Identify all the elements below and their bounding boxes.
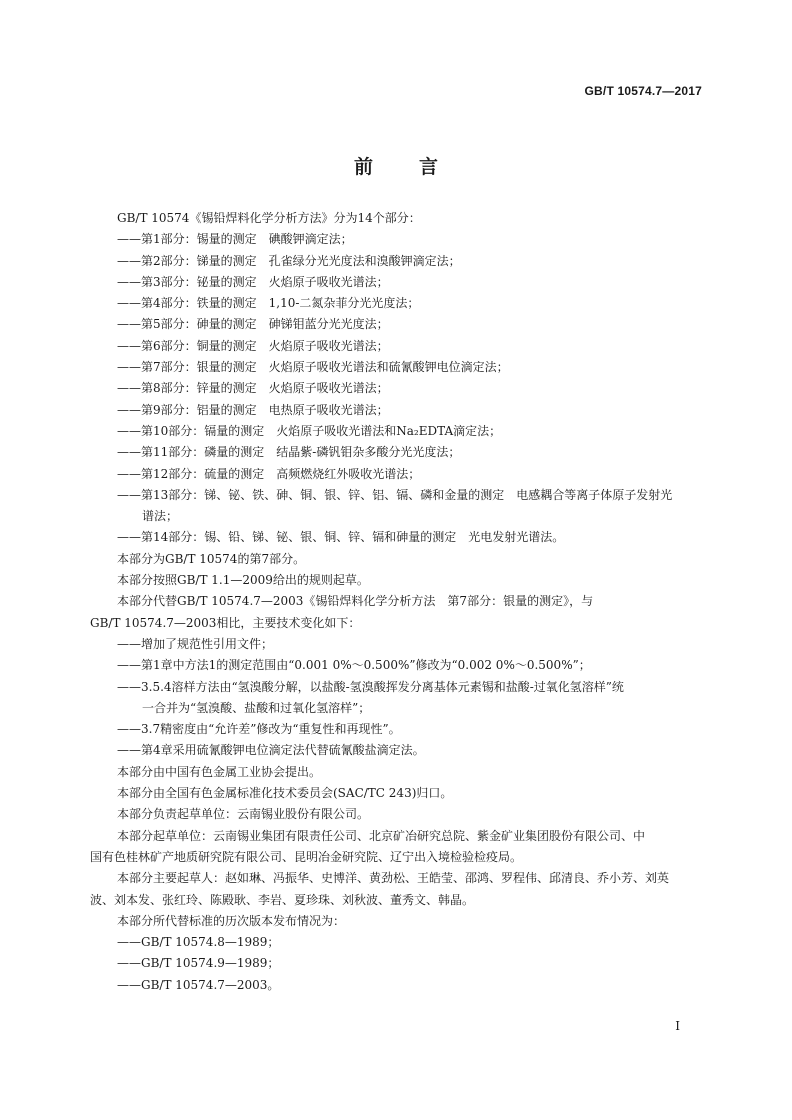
- part-list-item: ——第8部分：锌量的测定 火焰原子吸收光谱法；: [117, 381, 389, 396]
- standard-number: GB/T 10574.7—2017: [584, 84, 702, 98]
- drafting-units: 本部分起草单位：云南锡业集团有限责任公司、北京矿冶研究总院、紫金矿业集团股份有限公司、中: [117, 828, 646, 843]
- change-item: ——第4章采用硫氰酸钾电位滴定法代替硫氰酸盐滴定法。: [117, 743, 425, 758]
- part-list-item: ——第7部分：银量的测定 火焰原子吸收光谱法和硫氰酸钾电位滴定法；: [117, 360, 509, 375]
- change-item: ——第1章中方法1的测定范围由“0.001 0%～0.500%”修改为“0.002 0%～0.500%”；: [117, 658, 591, 673]
- part-list-item: ——第12部分：硫量的测定 高频燃烧红外吸收光谱法；: [117, 466, 421, 481]
- part-list-item: ——第2部分：锑量的测定 孔雀绿分光光度法和溴酸钾滴定法；: [117, 253, 461, 268]
- foreword-body: [90, 208, 702, 996]
- part-statement: 本部分为GB/T 10574的第7部分。: [117, 551, 306, 566]
- main-drafters-continued: 波、刘本发、张红玲、陈殿耿、李岩、夏珍珠、刘秋波、董秀文、韩晶。: [90, 892, 475, 907]
- change-item: ——3.7精密度由“允许差”修改为“重复性和再现性”。: [117, 722, 401, 737]
- page-number: I: [675, 1019, 680, 1033]
- part-list-item-13-continued: 谱法；: [142, 509, 179, 524]
- part-list-item: ——第11部分：磷量的测定 结晶紫-磷钒钼杂多酸分光光度法；: [117, 445, 461, 460]
- centralized-by: 本部分由全国有色金属标准化技术委员会(SAC/TC 243)归口。: [117, 786, 453, 801]
- part-list-item: ——第6部分：铜量的测定 火焰原子吸收光谱法；: [117, 338, 389, 353]
- change-item-3-continued: 一合并为“氢溴酸、盐酸和过氧化氢溶样”；: [142, 700, 371, 715]
- part-list-item-13: ——第13部分：锑、铋、铁、砷、铜、银、锌、铝、镉、磷和金量的测定 电感耦合等离子体原子发射光: [117, 487, 673, 502]
- page-title: 前言: [353, 156, 484, 178]
- history-item: ——GB/T 10574.9—1989；: [117, 956, 280, 971]
- part-list-item: ——第5部分：砷量的测定 砷锑钼蓝分光光度法；: [117, 317, 389, 332]
- part-list-item: ——第9部分：铝量的测定 电热原子吸收光谱法；: [117, 402, 389, 417]
- drafting-units-continued: 国有色桂林矿产地质研究院有限公司、昆明冶金研究院、辽宁出入境检验检疫局。: [90, 849, 523, 864]
- part-list-item: ——第1部分：锡量的测定 碘酸钾滴定法；: [117, 232, 353, 247]
- part-list-item: ——第4部分：铁量的测定 1,10-二氮杂菲分光光度法；: [117, 296, 420, 311]
- history-item: ——GB/T 10574.7—2003。: [117, 977, 280, 992]
- history-item: ——GB/T 10574.8—1989；: [117, 935, 280, 950]
- history-intro: 本部分所代替标准的历次版本发布情况为：: [117, 913, 346, 928]
- drafting-rules: 本部分按照GB/T 1.1—2009给出的规则起草。: [117, 573, 369, 588]
- responsible-unit: 本部分负责起草单位：云南锡业股份有限公司。: [117, 807, 370, 822]
- part-list-item-14: ——第14部分：锡、铅、锑、铋、银、铜、锌、镉和砷量的测定 光电发射光谱法。: [117, 530, 565, 545]
- replacement-statement-continued: GB/T 10574.7—2003相比，主要技术变化如下：: [90, 615, 361, 630]
- proposed-by: 本部分由中国有色金属工业协会提出。: [117, 764, 322, 779]
- intro-paragraph: GB/T 10574《锡铅焊料化学分析方法》分为14个部分：: [117, 211, 421, 225]
- change-item-3: ——3.5.4溶样方法由“氢溴酸分解，以盐酸-氢溴酸挥发分离基体元素锡和盐酸-过氧化氢溶样”统: [117, 679, 624, 694]
- part-list-item: ——第10部分：镉量的测定 火焰原子吸收光谱法和Na₂EDTA滴定法；: [117, 423, 502, 438]
- part-list-item: ——第3部分：铋量的测定 火焰原子吸收光谱法；: [117, 274, 389, 289]
- change-item: ——增加了规范性引用文件；: [117, 636, 274, 651]
- replacement-statement: 本部分代替GB/T 10574.7—2003《锡铅焊料化学分析方法 第7部分：银量的测定》，与: [117, 594, 594, 609]
- main-drafters: 本部分主要起草人：赵如琳、冯振华、史博洋、黄劲松、王皓莹、邵鸿、罗程伟、邱清良、乔小芳、刘英: [117, 871, 670, 886]
